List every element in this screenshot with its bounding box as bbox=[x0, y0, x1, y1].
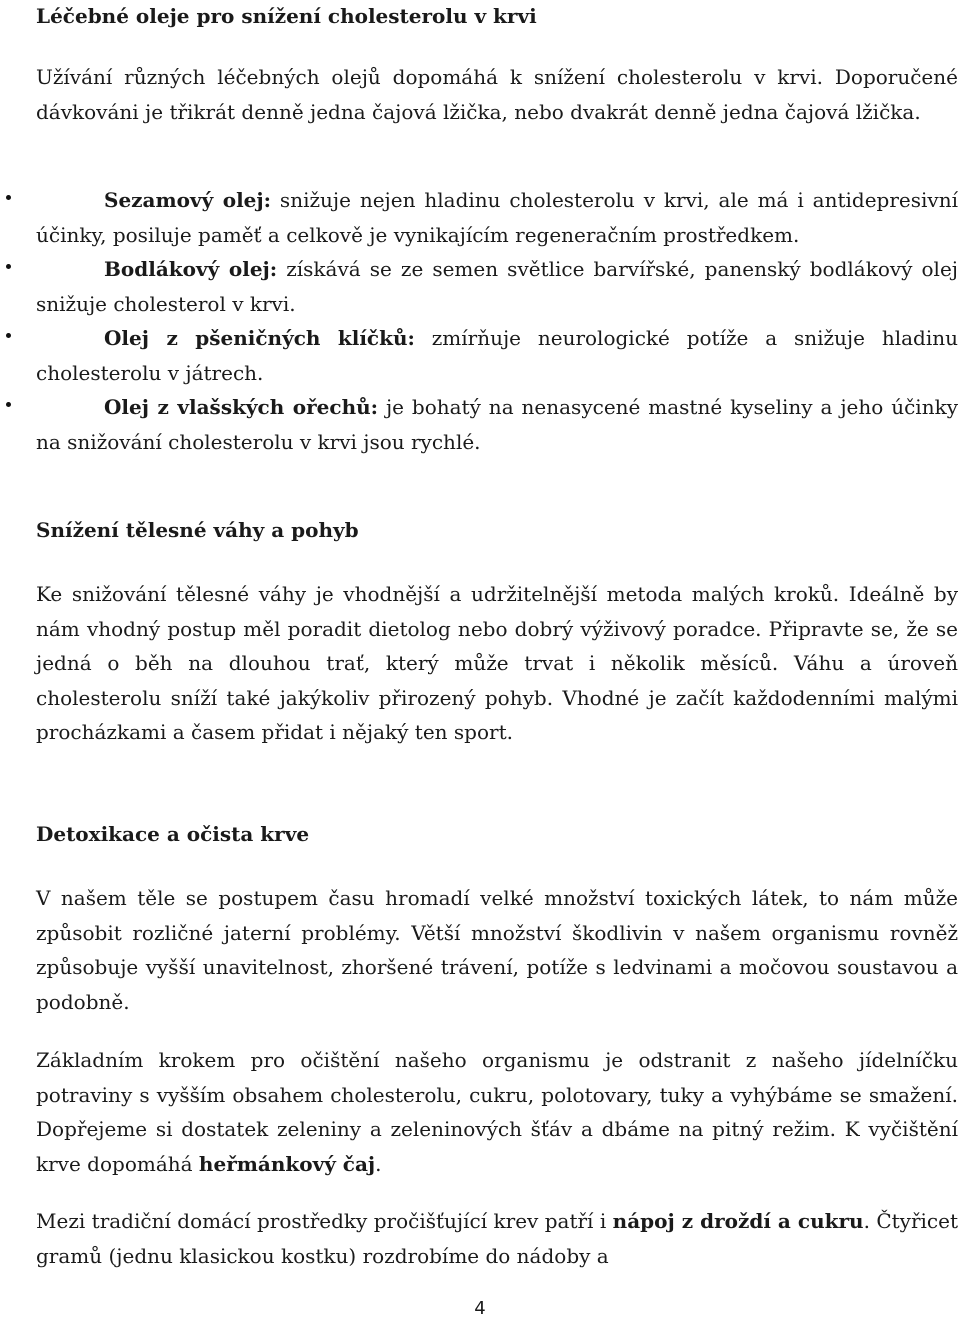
list-item: Bodlákový olej: získává se ze semen světlice barvířské, panenský bodlákový olej snižuje cholesterol v krvi. bbox=[36, 252, 958, 321]
bullet-icon bbox=[6, 333, 11, 338]
list-item: Olej z vlašských ořechů: je bohatý na nenasycené mastné kyseliny a jeho účinky na snižování cholesterolu v krvi jsou rychlé. bbox=[36, 390, 958, 459]
oils-intro-paragraph: Užívání různých léčebných olejů dopomáhá k snížení cholesterolu v krvi. Doporučené dávkováni je třikrát denně jedna čajová lžička, nebo dvakrát denně jedna čajová lžička. bbox=[36, 65, 958, 124]
page-number: 4 bbox=[474, 1298, 486, 1319]
section-heading-oils: Léčebné oleje pro snížení cholesterolu v krvi bbox=[36, 4, 537, 28]
bullet-icon bbox=[6, 402, 11, 407]
detox-paragraph-3: Mezi tradiční domácí prostředky pročišťující krev patří i nápoj z droždí a cukru. Čtyřicet gramů (jednu klasickou kostku) rozdrobíme do nádoby a bbox=[36, 1209, 958, 1268]
detox-paragraph-1: V našem těle se postupem času hromadí velké množství toxických látek, to nám může způsobit rozličné jaterní problémy. Větší množství škodlivin v našem organismu rovněž způsobuje vyšší unavitelnost, zhoršené trávení, potíže s ledvinami a močovou soustavou a podobně. bbox=[36, 886, 958, 1014]
list-item: Sezamový olej: snižuje nejen hladinu cholesterolu v krvi, ale má i antidepresivní účinky, posiluje paměť a celkově je vynikajícím regeneračním prostředkem. bbox=[36, 183, 958, 252]
bullet-icon bbox=[6, 264, 11, 269]
section-heading-detox: Detoxikace a očista krve bbox=[36, 822, 310, 846]
oils-list bbox=[36, 183, 958, 459]
bullet-icon bbox=[6, 195, 11, 200]
detox-paragraph-2: Základním krokem pro očištění našeho organismu je odstranit z našeho jídelníčku potraviny s vyšším obsahem cholesterolu, cukru, polotovary, tuky a vyhýbáme se smažení. Dopřejeme si dostatek zeleniny a zeleninových šťáv a dbáme na pitný režim. K vyčištění krve dopomáhá heřmánkový čaj. bbox=[36, 1048, 958, 1176]
weight-paragraph: Ke snižování tělesné váhy je vhodnější a udržitelnější metoda malých kroků. Ideálně by nám vhodný postup měl poradit dietolog nebo dobrý výživový poradce. Připravte se, že se jedná o běh na dlouhou trať, který může trvat i několik měsíců. Váhu a úroveň cholesterolu sníží také jakýkoliv přirozený pohyb. Vhodné je začít každodenními malými procházkami a časem přidat i nějaký ten sport. bbox=[36, 582, 958, 744]
section-heading-weight: Snížení tělesné váhy a pohyb bbox=[36, 518, 359, 542]
list-item: Olej z pšeničných klíčků: zmírňuje neurologické potíže a snižuje hladinu cholesterolu v játrech. bbox=[36, 321, 958, 390]
